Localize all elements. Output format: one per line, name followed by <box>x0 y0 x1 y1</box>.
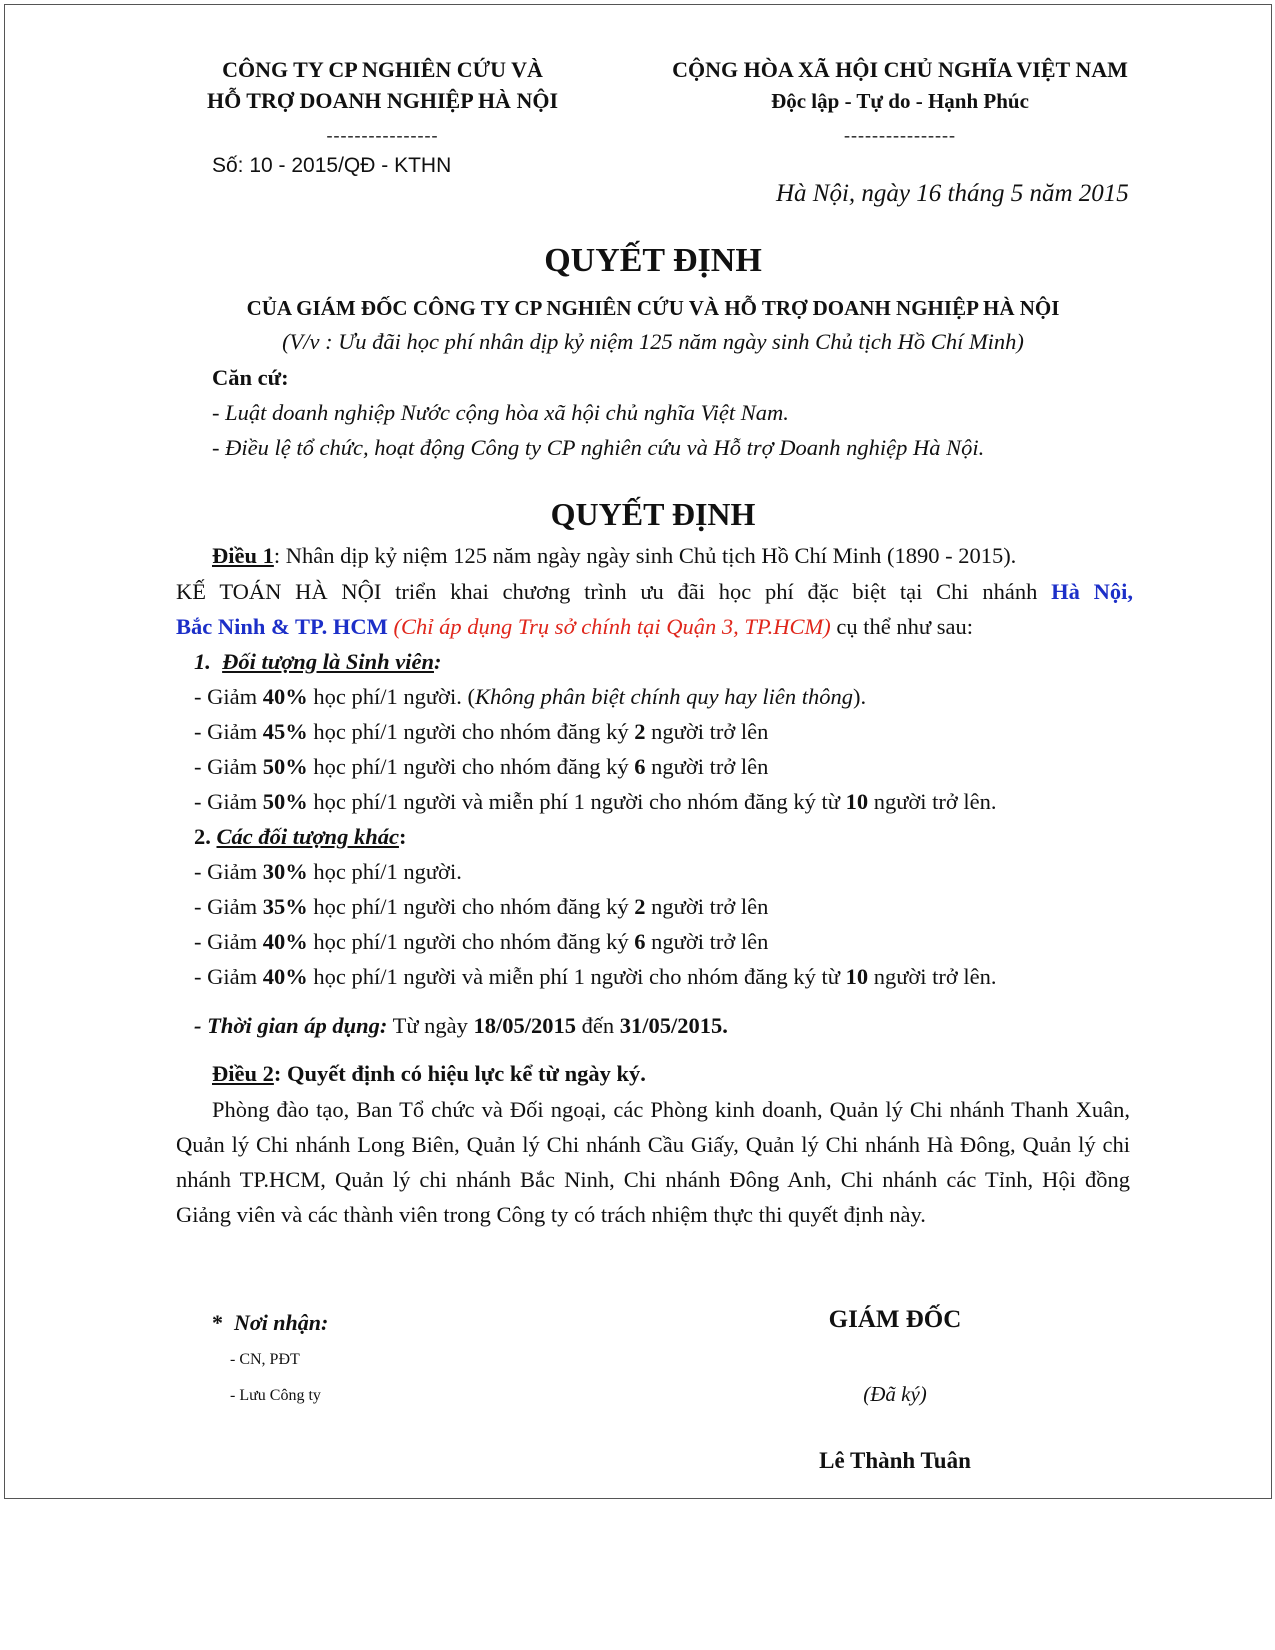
item-suffix: người trở lên. <box>868 789 997 814</box>
decision-heading: QUYẾT ĐỊNH <box>550 496 756 532</box>
group1-colon: : <box>433 649 442 674</box>
item-suffix: ). <box>853 684 867 709</box>
application-period <box>194 1008 728 1043</box>
article1-line1 <box>212 538 1016 573</box>
signature-status: (Đã ký) <box>863 1382 927 1406</box>
item-text: học phí/1 người và miễn phí 1 người cho nhóm đăng ký từ <box>307 964 846 989</box>
item-count: 6 <box>634 929 646 954</box>
item-italic-note: Không phân biệt chính quy hay liên thông <box>474 684 854 709</box>
group2-number: 2. <box>194 824 211 849</box>
article2-label: Điều 2 <box>212 1061 274 1086</box>
group1-item <box>194 784 997 819</box>
item-text: học phí/1 người cho nhóm đăng ký <box>307 929 635 954</box>
group2-label: Các đối tượng khác <box>216 824 399 849</box>
group1-number: 1. <box>194 649 211 674</box>
recipient-item: - Lưu Công ty <box>230 1387 321 1404</box>
item-prefix: - Giảm <box>194 964 263 989</box>
place-date: Hà Nội, ngày 16 tháng 5 năm 2015 <box>776 180 1129 207</box>
article1-program-text: KẾ TOÁN HÀ NỘI triển khai chương trình ưu đãi học phí đặc biệt tại Chi nhánh <box>176 579 1052 604</box>
article1-line2 <box>176 574 1133 609</box>
period-to-date: 31/05/2015. <box>619 1013 728 1038</box>
item-count: 6 <box>634 754 646 779</box>
group2-item <box>194 889 768 924</box>
company-name-line2: HỖ TRỢ DOANH NGHIỆP HÀ NỘI <box>206 88 559 113</box>
basis-item: - Luật doanh nghiệp Nước cộng hòa xã hội chủ nghĩa Việt Nam. <box>212 400 789 425</box>
recipients-heading <box>212 1308 328 1338</box>
group1-item <box>194 749 768 784</box>
item-percent: 50% <box>262 789 308 814</box>
item-text: học phí/1 người và miễn phí 1 người cho nhóm đăng ký từ <box>307 789 846 814</box>
item-prefix: - Giảm <box>194 684 263 709</box>
group1-label: Đối tượng là Sinh viên <box>222 649 434 674</box>
article1-intro: : Nhân dịp kỷ niệm 125 năm ngày ngày sinh Chủ tịch Hồ Chí Minh (1890 - 2015). <box>273 543 1017 568</box>
document-number: Số: 10 - 2015/QĐ - KTHN <box>212 154 452 177</box>
item-count: 2 <box>634 894 646 919</box>
group2-heading <box>194 819 406 854</box>
item-percent: 40% <box>262 684 308 709</box>
recipients-star: * <box>212 1310 223 1335</box>
item-percent: 40% <box>262 929 308 954</box>
item-percent: 50% <box>262 754 308 779</box>
item-prefix: - Giảm <box>194 929 263 954</box>
article1-label: Điều 1 <box>212 543 274 568</box>
article2-text: : Quyết định có hiệu lực kể từ ngày ký. <box>273 1061 646 1086</box>
item-text: học phí/1 người. ( <box>307 684 475 709</box>
period-from-date: 18/05/2015 <box>473 1013 577 1038</box>
item-suffix: người trở lên <box>645 754 769 779</box>
group2-item <box>194 924 768 959</box>
article1-line3 <box>176 609 973 644</box>
item-percent: 40% <box>262 964 308 989</box>
recipient-item: - CN, PĐT <box>230 1351 300 1368</box>
item-prefix: - Giảm <box>194 754 263 779</box>
period-to-text: đến <box>576 1013 620 1038</box>
item-percent: 30% <box>262 859 308 884</box>
signature-title: GIÁM ĐỐC <box>828 1306 962 1333</box>
company-divider: ---------------- <box>326 125 439 145</box>
branch-bacninh-hcm: Bắc Ninh & TP. HCM <box>176 614 388 639</box>
group1-item <box>194 714 768 749</box>
document-subtitle: CỦA GIÁM ĐỐC CÔNG TY CP NGHIÊN CỨU VÀ HỖ TRỢ DOANH NGHIỆP HÀ NỘI <box>246 296 1060 320</box>
nation-motto: Độc lập - Tự do - Hạnh Phúc <box>771 89 1029 113</box>
branch-note: (Chỉ áp dụng Trụ sở chính tại Quận 3, TP.HCM) <box>387 614 831 639</box>
group2-item <box>194 959 997 994</box>
item-prefix: - Giảm <box>194 894 263 919</box>
item-percent: 35% <box>262 894 308 919</box>
item-text: học phí/1 người cho nhóm đăng ký <box>307 754 635 779</box>
item-suffix: người trở lên <box>645 929 769 954</box>
period-label: - Thời gian áp dụng: <box>194 1013 388 1038</box>
article2-line <box>212 1056 646 1091</box>
item-text: học phí/1 người cho nhóm đăng ký <box>307 894 635 919</box>
group2-item <box>194 854 462 889</box>
item-prefix: - Giảm <box>194 719 263 744</box>
item-suffix: người trở lên <box>645 719 769 744</box>
item-text: học phí/1 người cho nhóm đăng ký <box>307 719 635 744</box>
basis-label: Căn cứ: <box>212 365 289 390</box>
article2-body: Phòng đào tạo, Ban Tổ chức và Đối ngoại, các Phòng kinh doanh, Quản lý Chi nhánh Thanh Xuân, Quản lý Chi nhánh Long Biên, Quản lý Chi nhánh Cầu Giấy, Quản lý Chi nhánh Hà Đông, Quản lý chi nhánh TP.HCM, Quản lý chi nhánh Bắc Ninh, Chi nhánh Đông Anh, Chi nhánh các Tỉnh, Hội đồng Giảng viên và các thành viên trong Công ty có trách nhiệm thực thi quyết định này. <box>176 1097 1130 1227</box>
document-title: QUYẾT ĐỊNH <box>544 242 762 279</box>
item-count: 10 <box>845 964 869 989</box>
item-prefix: - Giảm <box>194 859 263 884</box>
nation-divider: ---------------- <box>844 125 956 145</box>
item-count: 10 <box>845 789 869 814</box>
item-count: 2 <box>634 719 646 744</box>
recipients-label: Nơi nhận: <box>234 1310 329 1335</box>
document-subject: (V/v : Ưu đãi học phí nhân dịp kỷ niệm 125 năm ngày sinh Chủ tịch Hồ Chí Minh) <box>282 329 1024 354</box>
item-text: học phí/1 người. <box>307 859 462 884</box>
branch-hanoi: Hà Nội, <box>1051 579 1133 604</box>
article1-tail: cụ thể như sau: <box>830 614 973 639</box>
company-name-line1: CÔNG TY CP NGHIÊN CỨU VÀ <box>222 57 543 82</box>
period-from-text: Từ ngày <box>387 1013 474 1038</box>
group1-heading <box>194 644 441 679</box>
item-percent: 45% <box>262 719 308 744</box>
group2-colon: : <box>398 824 407 849</box>
item-suffix: người trở lên <box>645 894 769 919</box>
signatory-name: Lê Thành Tuân <box>819 1448 971 1473</box>
item-prefix: - Giảm <box>194 789 263 814</box>
basis-item: - Điều lệ tổ chức, hoạt động Công ty CP nghiên cứu và Hỗ trợ Doanh nghiệp Hà Nội. <box>212 435 985 460</box>
item-suffix: người trở lên. <box>868 964 997 989</box>
nation-name: CỘNG HÒA XÃ HỘI CHỦ NGHĨA VIỆT NAM <box>672 57 1128 82</box>
group1-item <box>194 679 866 714</box>
